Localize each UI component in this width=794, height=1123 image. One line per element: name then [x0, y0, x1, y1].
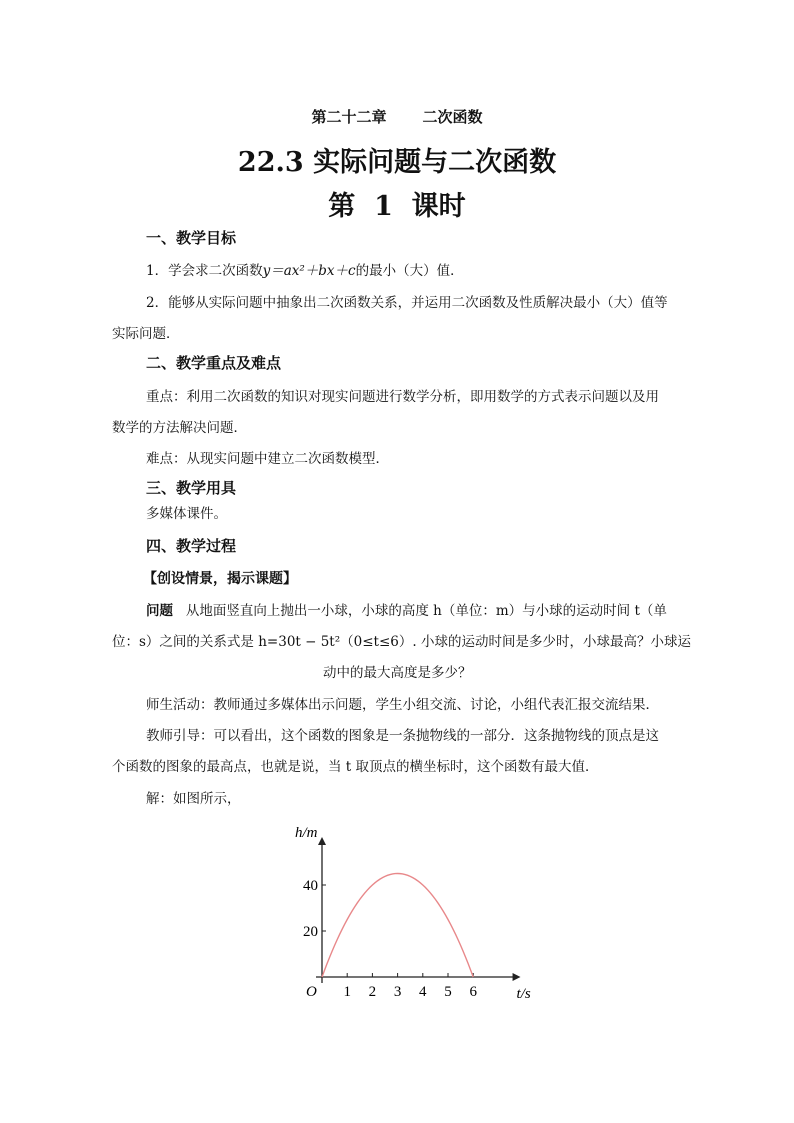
problem-line-3: 动中的最大高度是多少？: [323, 665, 472, 681]
x-tick-label: 4: [419, 984, 427, 1000]
tools-heading: 三、教学用具: [146, 479, 237, 497]
parabola-chart: [280, 815, 540, 1015]
problem-line-1: [146, 599, 667, 619]
goal-1: [146, 259, 464, 279]
section-title: 22.3 实际问题与二次函数: [237, 147, 557, 178]
x-axis-label: t/s: [516, 986, 531, 1002]
key-points-heading: 二、教学重点及难点: [146, 354, 282, 372]
y-axis-label: h/m: [295, 825, 318, 841]
x-tick-label: 2: [368, 984, 377, 1000]
goal-1-prefix: 1．学会求二次函数: [146, 263, 263, 279]
problem-label: 问题: [146, 603, 173, 619]
goals-heading: 一、教学目标: [146, 229, 237, 247]
lesson-title: 第 1 课时: [328, 191, 466, 222]
guide-line-1: 教师引导：可以看出，这个函数的图象是一条抛物线的一部分．这条抛物线的顶点是这: [146, 728, 659, 744]
goal-1-formula: y＝ax²＋bx＋c: [262, 263, 356, 279]
problem-text-1: 从地面竖直向上抛出一小球，小球的高度 h（单位：m）与小球的运动时间 t（单: [185, 603, 667, 619]
goal-1-suffix: 的最小（大）值．: [355, 263, 464, 279]
goal-2-line-1: 2．能够从实际问题中抽象出二次函数关系，并运用二次函数及性质解决最小（大）值等: [146, 295, 668, 311]
situation-heading: 【创设情景，揭示课题】: [143, 571, 297, 587]
tools-text: 多媒体课件。: [146, 506, 227, 522]
key-point-line-2: 数学的方法解决问题．: [112, 420, 247, 436]
y-tick-label: 20: [303, 924, 318, 940]
solution-text: 解：如图所示，: [146, 791, 241, 807]
y-tick-label: 40: [303, 878, 318, 894]
key-point-line-1: 重点：利用二次函数的知识对现实问题进行数学分析，即用数学的方式表示问题以及用: [146, 389, 659, 405]
activity-text: 师生活动：教师通过多媒体出示问题，学生小组交流、讨论，小组代表汇报交流结果．: [146, 697, 659, 713]
process-heading: 四、教学过程: [146, 537, 237, 555]
x-tick-label: 6: [469, 984, 477, 1000]
problem-line-2: 位：s）之间的关系式是 h=30t − 5t²（0≤t≤6）. 小球的运动时间是多少时，小球最高？小球运: [112, 634, 691, 650]
difficult-point: 难点：从现实问题中建立二次函数模型．: [146, 451, 389, 467]
goal-2-line-2: 实际问题．: [112, 326, 180, 342]
chapter-topic: 二次函数: [422, 108, 483, 126]
x-tick-label: 5: [444, 984, 452, 1000]
x-tick-label: 3: [393, 984, 402, 1000]
origin-label: O: [306, 984, 317, 1000]
x-tick-label: 1: [343, 984, 351, 1000]
chapter-number: 第二十二章: [311, 108, 387, 126]
parabola-curve: [322, 874, 473, 978]
guide-line-2: 个函数的图象的最高点，也就是说，当 t 取顶点的横坐标时，这个函数有最大值．: [112, 759, 599, 775]
chapter-heading: [0, 106, 794, 127]
